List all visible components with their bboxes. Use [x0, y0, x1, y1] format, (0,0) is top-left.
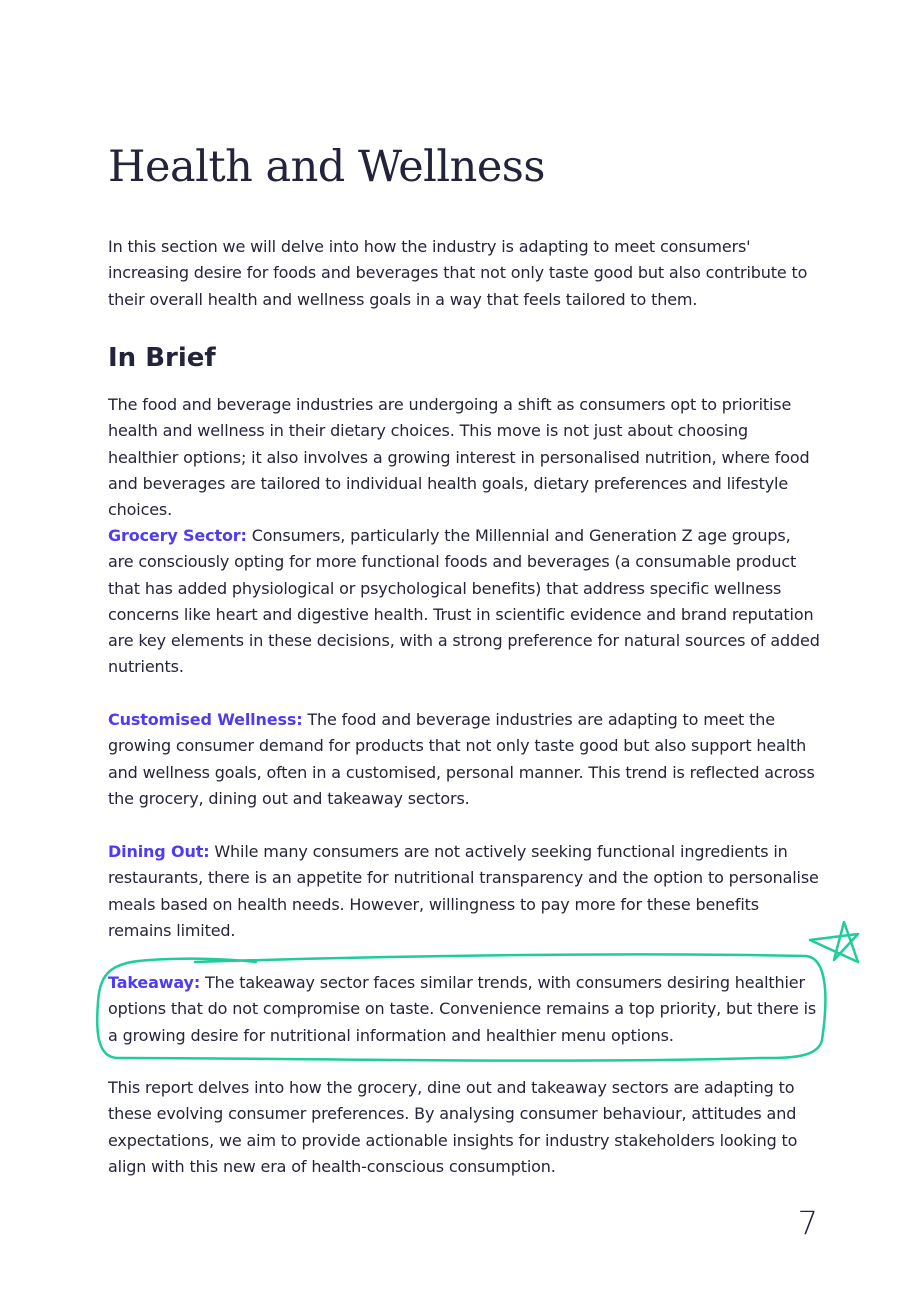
page-title: Health and Wellness	[108, 142, 545, 192]
dining-paragraph	[108, 839, 820, 944]
closing-paragraph: This report delves into how the grocery, dine out and takeaway sectors are adapting to these evolving consumer preferences. By analysing consumer behaviour, attitudes and expectations, we aim to provide actionable insights for industry stakeholders looking to align with this new era of health-conscious consumption.	[108, 1078, 798, 1176]
takeaway-paragraph	[108, 970, 820, 1049]
section-heading: In Brief	[108, 343, 216, 373]
takeaway-label: Takeaway:	[108, 973, 201, 992]
dining-text: While many consumers are not actively seeking functional ingredients in restaurants, there is an appetite for nutritional transparency and the option to personalise meals based on health needs. However, willingness to pay more for these benefits remains limited.	[108, 842, 819, 940]
customised-text: The food and beverage industries are adapting to meet the growing consumer demand for products that not only taste good but also support health and wellness goals, often in a customised, personal manner. This trend is reflected across the grocery, dining out and takeaway sectors.	[108, 710, 815, 808]
intro-paragraph: In this section we will delve into how the industry is adapting to meet consumers' increasing desire for foods and beverages that not only taste good but also contribute to their overall health and wellness goals in a way that feels tailored to them.	[108, 237, 808, 309]
grocery-text: Consumers, particularly the Millennial and Generation Z age groups, are consciously opting for more functional foods and beverages (a consumable product that has added physiological or psychological benefits) that address specific wellness concerns like heart and digestive health. Trust in scientific evidence and brand reputation are key elements in these decisions, with a strong preference for natural sources of added nutrients.	[108, 526, 820, 677]
takeaway-text: The takeaway sector faces similar trends, with consumers desiring healthier options that do not compromise on taste. Convenience remains a top priority, but there is a growing desire for nutritional information and healthier menu options.	[108, 973, 817, 1045]
grocery-label: Grocery Sector:	[108, 526, 247, 545]
page-number: 7	[797, 1204, 818, 1242]
brief-paragraph: The food and beverage industries are undergoing a shift as consumers opt to prioritise health and wellness in their dietary choices. This move is not just about choosing healthier options; it also involves a growing interest in personalised nutrition, where food and beverages are tailored to individual health goals, dietary preferences and lifestyle choices.	[108, 395, 810, 520]
grocery-paragraph	[108, 523, 820, 681]
dining-label: Dining Out:	[108, 842, 210, 861]
customised-paragraph	[108, 707, 820, 812]
customised-label: Customised Wellness:	[108, 710, 303, 729]
